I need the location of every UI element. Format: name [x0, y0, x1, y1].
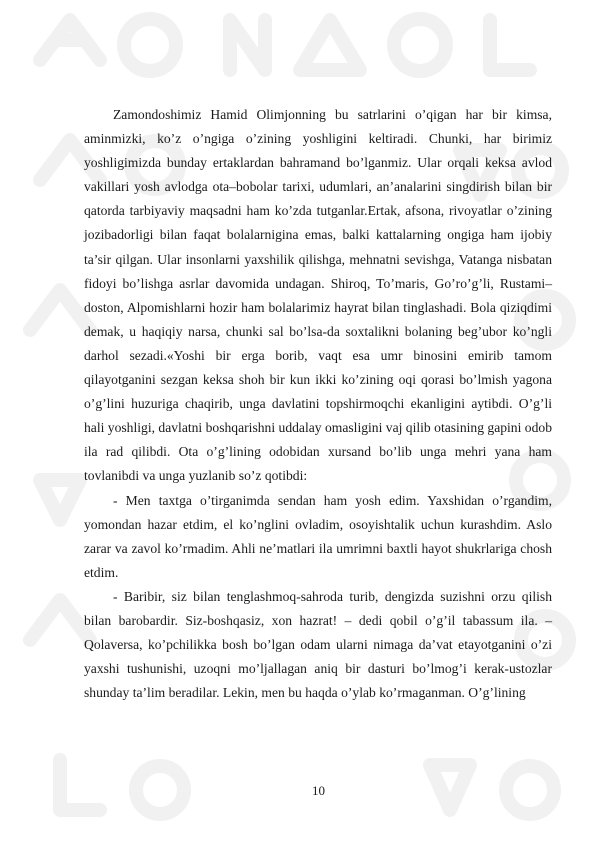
paragraph-2: - Men taxtga o’tirganimda sendan ham yosh edim. Yaxshidan o’rgandim, yomondan hazar etdim, el ko’nglini ovladim, osoyishtalik uchun kurashdim. Aslo zarar va zavol ko’rmadim. Ahli ne’matlari ila umrimni baxtli hayot shukrlariga chosh etdim.	[84, 492, 552, 580]
page-number: 10	[312, 783, 325, 798]
paragraph-1: Zamondoshimiz Hamid Olimjonning bu satrlarini o’qigan har bir kimsa, aminmizki, ko’z o’ngiga o’zining yoshligini keltiradi. Chunki, har birimiz yoshligimizda bunday ertaklardan bahramand bo’lganmiz. Ular orqali keksa avlod vakillari yosh avlodga ota–bobolar tarixi, udumlari, an’analarini singdirish bilan bir qatorda tarbiyaviy maqsadni ham ko’zda tutganlar.Ertak, afsona, rivoyatlar o’zining jozibadorligi bilan faqat bolalarnigina emas, balki kattalarning ongiga ham ijobiy ta’sir qilgan. Ular insonlarni yaxshilik qilishga, mehnatni sevishga, Vatanga nisbatan fidoyi bo’lishga asrlar davomida undagan. Shiroq, To’maris, Go’ro’g’li, Rustami–doston, Alpomishlarni hozir ham bolalarimiz hayrat bilan tinglashadi. Bola qiziqdimi demak, u haqiqiy narsa, chunki sal bo’lsa-da soxtalikni bolaning beg’ubor ko’ngli darhol sezadi.«Yoshi bir erga borib, vaqt esa umr binosini emirib tamom qilayotganini sezgan keksa shoh bir kun ikki ko’zining oqi qorasi bo’lmish yagona o’g’lini huzuriga chaqirib, unga davlatini topshirmoqchi ekanligini aytibdi. O’g’li hali yoshligi, davlatni boshqarishni uddalay omasligini vaj qilib otasining gapini odob ila rad qilibdi. Ota o’g’lining odobidan xursand bo’lib unga mehri yana ham tovlanibdi va unga yuzlanib so’z qotibdi:	[84, 107, 552, 484]
paragraph-3: - Baribir, siz bilan tenglashmoq-sahroda turib, dengizda suzishni orzu qilish bilan barobardir. Siz-boshqasiz, xon hazrat! – dedi qobil o’g’il tabassum ila. – Qolaversa, ko’pchilikka bosh bo’lgan odam ularni nimaga da’vat etayotganini o’zi yaxshi tushunishi, uzoqni mo’ljallagan aniq bir dasturi bo’lmog’i kerak-ustozlar shunday ta’lim beradilar. Lekin, men bu haqda o’ylab ko’rmaganman. O’g’lining	[84, 588, 552, 701]
body-text	[84, 103, 552, 705]
